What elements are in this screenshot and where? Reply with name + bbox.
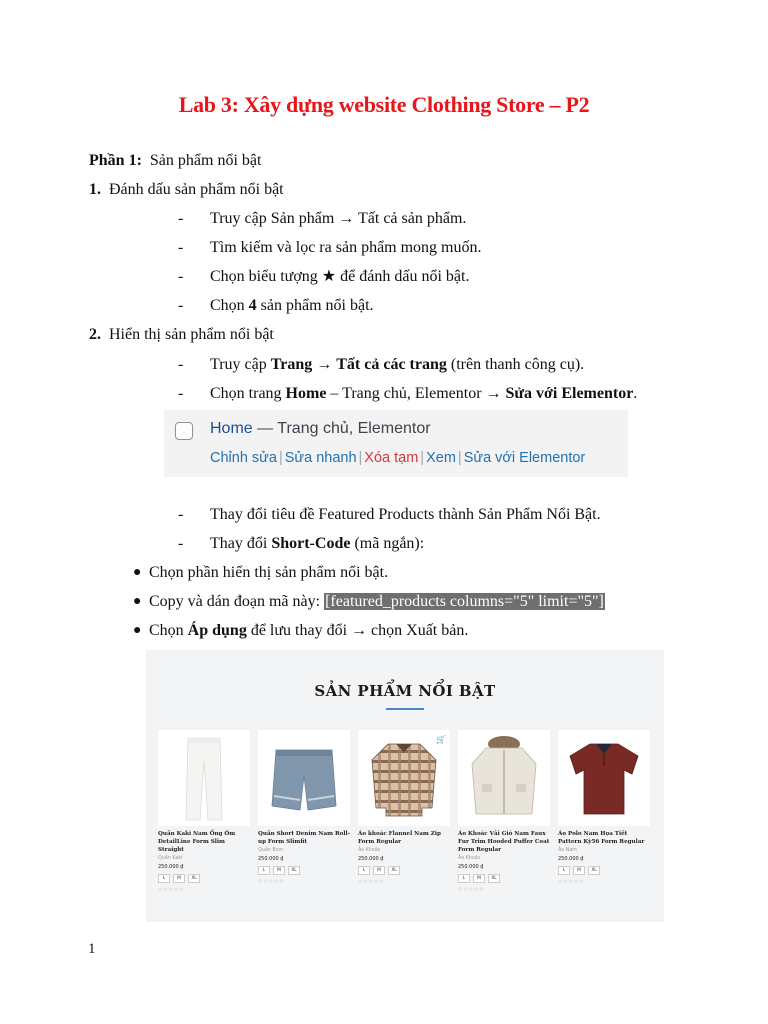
view-link[interactable]: Xem — [426, 450, 456, 466]
step2-heading — [89, 325, 274, 345]
page-number: 1 — [88, 941, 96, 957]
size-options — [558, 866, 650, 875]
product-image[interactable] — [458, 730, 550, 826]
quick-edit-link[interactable]: Sửa nhanh — [284, 450, 357, 466]
shortcode-snippet: [featured_products columns="5" limit="5"] — [325, 593, 604, 610]
product-card[interactable] — [358, 730, 450, 885]
product-name[interactable]: Áo khoác Flannel Nam Zip Form Regular — [358, 831, 441, 845]
step2-number: 2. — [89, 326, 101, 343]
size-option[interactable]: L — [158, 874, 170, 883]
product-price: 250.000 ₫ — [558, 856, 584, 862]
rating-stars: ☆☆☆☆☆ — [458, 887, 485, 893]
part1-label: Phần 1: — [89, 152, 142, 169]
size-options — [358, 866, 450, 875]
separator: | — [420, 450, 425, 466]
size-option[interactable]: M — [573, 866, 585, 875]
product-image[interactable] — [558, 730, 650, 826]
size-option[interactable]: XL — [488, 874, 500, 883]
row-checkbox[interactable] — [175, 422, 193, 440]
cart-icon[interactable]: 🛒 — [436, 735, 446, 744]
size-option[interactable]: L — [258, 866, 270, 875]
product-card[interactable] — [458, 730, 550, 893]
product-image[interactable] — [358, 730, 450, 826]
separator: | — [358, 450, 363, 466]
page-name-link[interactable]: Home — [210, 420, 253, 437]
rating-stars: ☆☆☆☆☆ — [558, 879, 585, 885]
product-name[interactable]: Áo Khoác Vải Gió Nam Faux Fur Trim Hooded Puffer Coat Form Regular — [458, 831, 550, 853]
part1-heading — [89, 151, 261, 171]
size-option[interactable]: XL — [388, 866, 400, 875]
product-category[interactable]: Áo Khoác — [358, 848, 381, 853]
featured-products-screenshot — [146, 650, 664, 922]
product-category[interactable]: Áo Nam — [558, 848, 577, 853]
size-option[interactable]: XL — [288, 866, 300, 875]
edit-with-elementor-link[interactable]: Sửa với Elementor — [463, 450, 586, 466]
product-price: 250.000 ₫ — [258, 856, 284, 862]
size-option[interactable]: L — [558, 866, 570, 875]
heading-underline — [386, 708, 424, 710]
rating-stars: ☆☆☆☆☆ — [358, 879, 385, 885]
trash-link[interactable]: Xóa tạm — [364, 450, 419, 466]
size-option[interactable]: M — [173, 874, 185, 883]
size-option[interactable]: M — [473, 874, 485, 883]
product-card[interactable] — [258, 730, 350, 885]
step1-heading — [89, 180, 284, 200]
product-image[interactable] — [258, 730, 350, 826]
product-category[interactable]: Áo Khoác — [458, 856, 481, 861]
size-options — [158, 874, 250, 883]
size-options — [458, 874, 550, 883]
product-name[interactable]: Quần Short Denim Nam Roll-up Form Slimfit — [258, 831, 350, 845]
page-row-suffix: — Trang chủ, Elementor — [252, 420, 431, 437]
size-options — [258, 866, 350, 875]
edit-link[interactable]: Chỉnh sửa — [210, 450, 277, 466]
product-price: 250.000 ₫ — [158, 864, 184, 870]
step1-text: Đánh dấu sản phẩm nổi bật — [109, 181, 284, 198]
step1-number: 1. — [89, 181, 101, 198]
row-actions — [210, 450, 585, 466]
product-name[interactable]: Quần Kaki Nam Ống Ôm DetailLine Form Slim Straight — [158, 831, 236, 853]
size-option[interactable]: L — [458, 874, 470, 883]
product-category[interactable]: Quần Kaki — [158, 856, 183, 861]
size-option[interactable]: M — [273, 866, 285, 875]
product-price: 250.000 ₫ — [458, 864, 484, 870]
rating-stars: ☆☆☆☆☆ — [158, 887, 185, 893]
size-option[interactable]: L — [358, 866, 370, 875]
separator: | — [457, 450, 462, 466]
step2-text: Hiển thị sản phẩm nổi bật — [109, 326, 274, 343]
size-option[interactable]: M — [373, 866, 385, 875]
product-category[interactable]: Quần Bom — [258, 848, 284, 853]
product-price: 250.000 ₫ — [358, 856, 384, 862]
part1-text: Sản phẩm nổi bật — [149, 152, 262, 169]
product-card[interactable] — [158, 730, 250, 893]
document-title: Lab 3: Xây dựng website Clothing Store – P2 — [178, 92, 590, 117]
rating-stars: ☆☆☆☆☆ — [258, 879, 285, 885]
page-row-screenshot — [164, 410, 628, 477]
product-name[interactable]: Áo Polo Nam Họa Tiết Pattern Kỳ56 Form Regular — [558, 831, 645, 845]
page-row-title — [210, 420, 431, 438]
product-card[interactable] — [558, 730, 650, 885]
size-option[interactable]: XL — [588, 866, 600, 875]
product-image[interactable] — [158, 730, 250, 826]
size-option[interactable]: XL — [188, 874, 200, 883]
separator: | — [278, 450, 283, 466]
featured-heading: SẢN PHẨM NỔI BẬT — [314, 682, 496, 700]
